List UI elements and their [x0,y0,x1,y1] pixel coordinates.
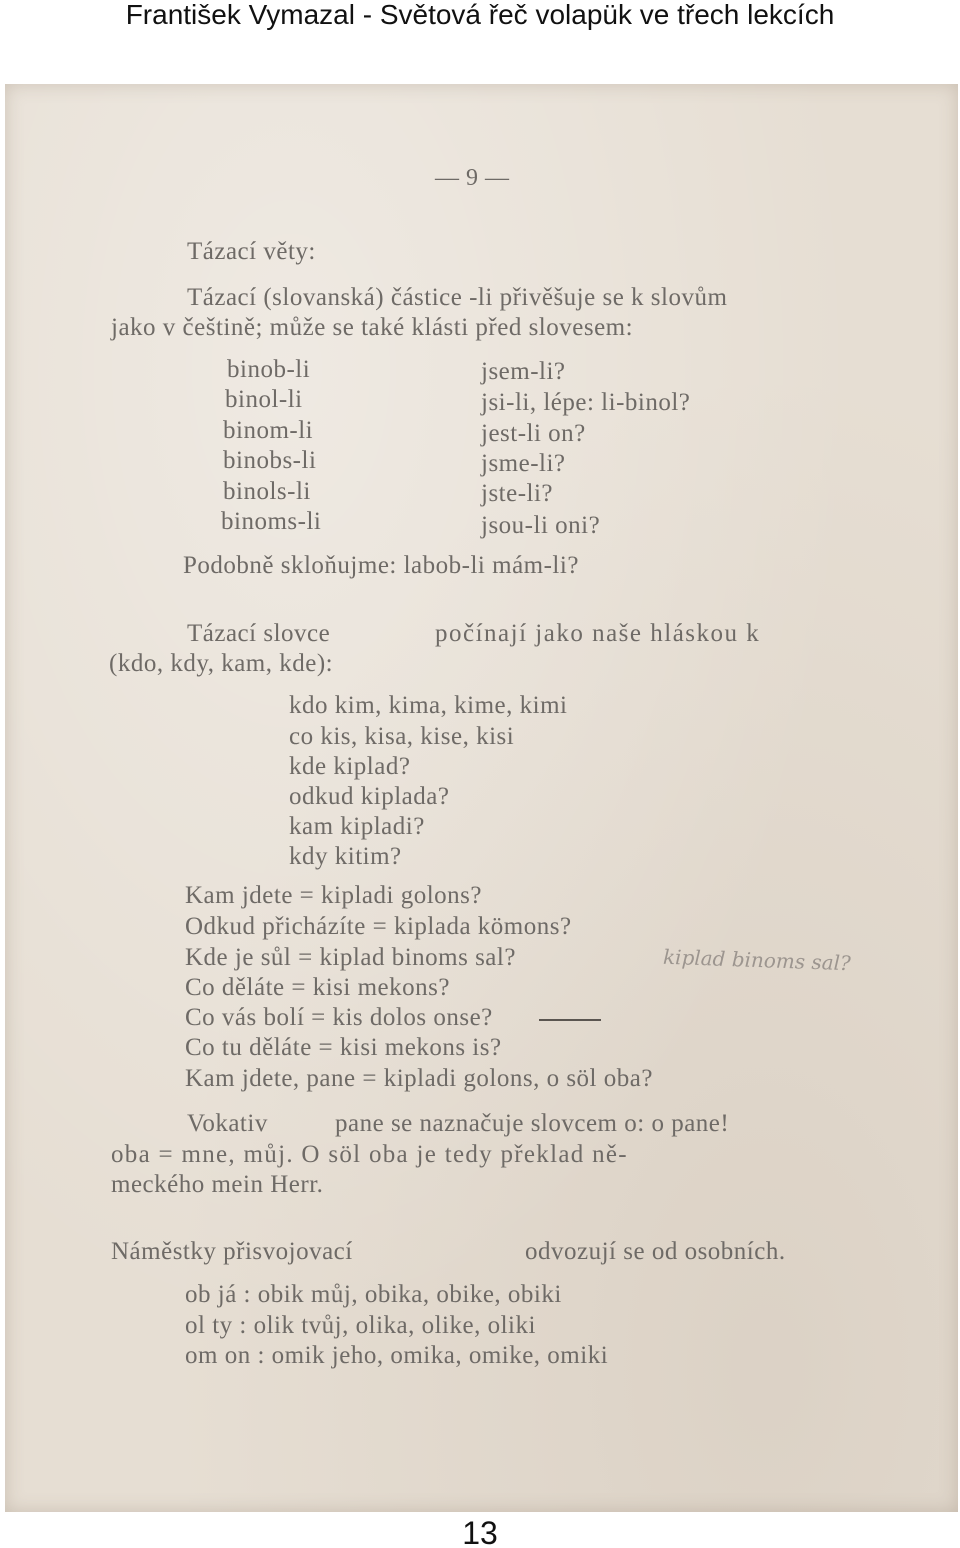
conjugation-right: jste-li? [481,480,554,507]
conjugation-left: binol-li [225,386,303,413]
section-heading-questions: Tázací věty: [187,238,316,265]
pronoun-row: kdy kitim? [289,843,402,870]
handwritten-annotation: kiplad binoms sal? [662,944,852,976]
pronoun-row: kam kipladi? [289,813,425,840]
example-sentence: Kde je sůl = kiplad binoms sal? [185,944,516,971]
paragraph-line: pane se naznačuje slovcem o: o pane! [335,1110,730,1137]
paragraph-line: odvozují se od osobních. [525,1238,786,1265]
printed-page-marker: — 9 — [435,165,510,191]
conjugation-left: binols-li [223,478,311,505]
paragraph-line: meckého mein Herr. [111,1171,324,1198]
example-sentence: Kam jdete = kipladi golons? [185,882,482,909]
scanned-book-page [5,84,958,1512]
paragraph-line: jako v češtině; může se také klásti před slovesem: [111,314,634,341]
pronoun-row: kdo kim, kima, kime, kimi [289,692,568,719]
example-sentence: Co děláte = kisi mekons? [185,974,450,1001]
conjugation-right: jsou-li oni? [481,512,601,539]
paragraph-line: (kdo, kdy, kam, kde): [109,650,334,677]
conjugation-right: jsi-li, lépe: li-binol? [481,389,691,416]
pronoun-row: co kis, kisa, kise, kisi [289,723,515,750]
possessive-row: om on : omik jeho, omika, omike, omiki [185,1342,609,1369]
example-sentence: Co vás bolí = kis dolos onse? [185,1004,493,1031]
conjugation-right: jest-li on? [481,420,586,447]
conjugation-left: binoms-li [221,508,322,535]
pronoun-row: kde kiplad? [289,753,411,780]
conjugation-left: binob-li [227,356,311,383]
conjugation-right: jsme-li? [481,450,566,477]
pronoun-row: odkud kiplada? [289,783,450,810]
possessive-heading: Náměstky přisvojovací [111,1238,353,1265]
page-number: 13 [462,1515,498,1548]
paragraph-line: oba = mne, můj. O söl oba je tedy překlad ně- [111,1141,628,1168]
example-sentence: Co tu děláte = kisi mekons is? [185,1034,502,1061]
possessive-row: ob já : obik můj, obika, obike, obiki [185,1281,562,1308]
pronouns-heading: Tázací slovce [187,620,331,647]
conjugation-left: binobs-li [223,447,317,474]
paragraph-line: Tázací (slovanská) částice -li přivěšuje se k slovům [187,284,728,311]
document-title: František Vymazal - Světová řeč volapük ve třech lekcích [125,0,835,30]
conjugation-right: jsem-li? [481,358,566,385]
possessive-row: ol ty : olik tvůj, olika, olike, oliki [185,1312,536,1339]
vocative-heading: Vokativ [187,1110,268,1137]
example-sentence: Kam jdete, pane = kipladi golons, o söl oba? [185,1065,653,1092]
paragraph-line: počínají jako naše hláskou k [435,620,761,647]
strikethrough-mark [539,1019,601,1021]
conjugation-left: binom-li [223,417,314,444]
example-sentence: Odkud přicházíte = kiplada kömons? [185,913,572,940]
similar-declension-line: Podobně skloňujme: labob-li mám-li? [183,552,579,579]
